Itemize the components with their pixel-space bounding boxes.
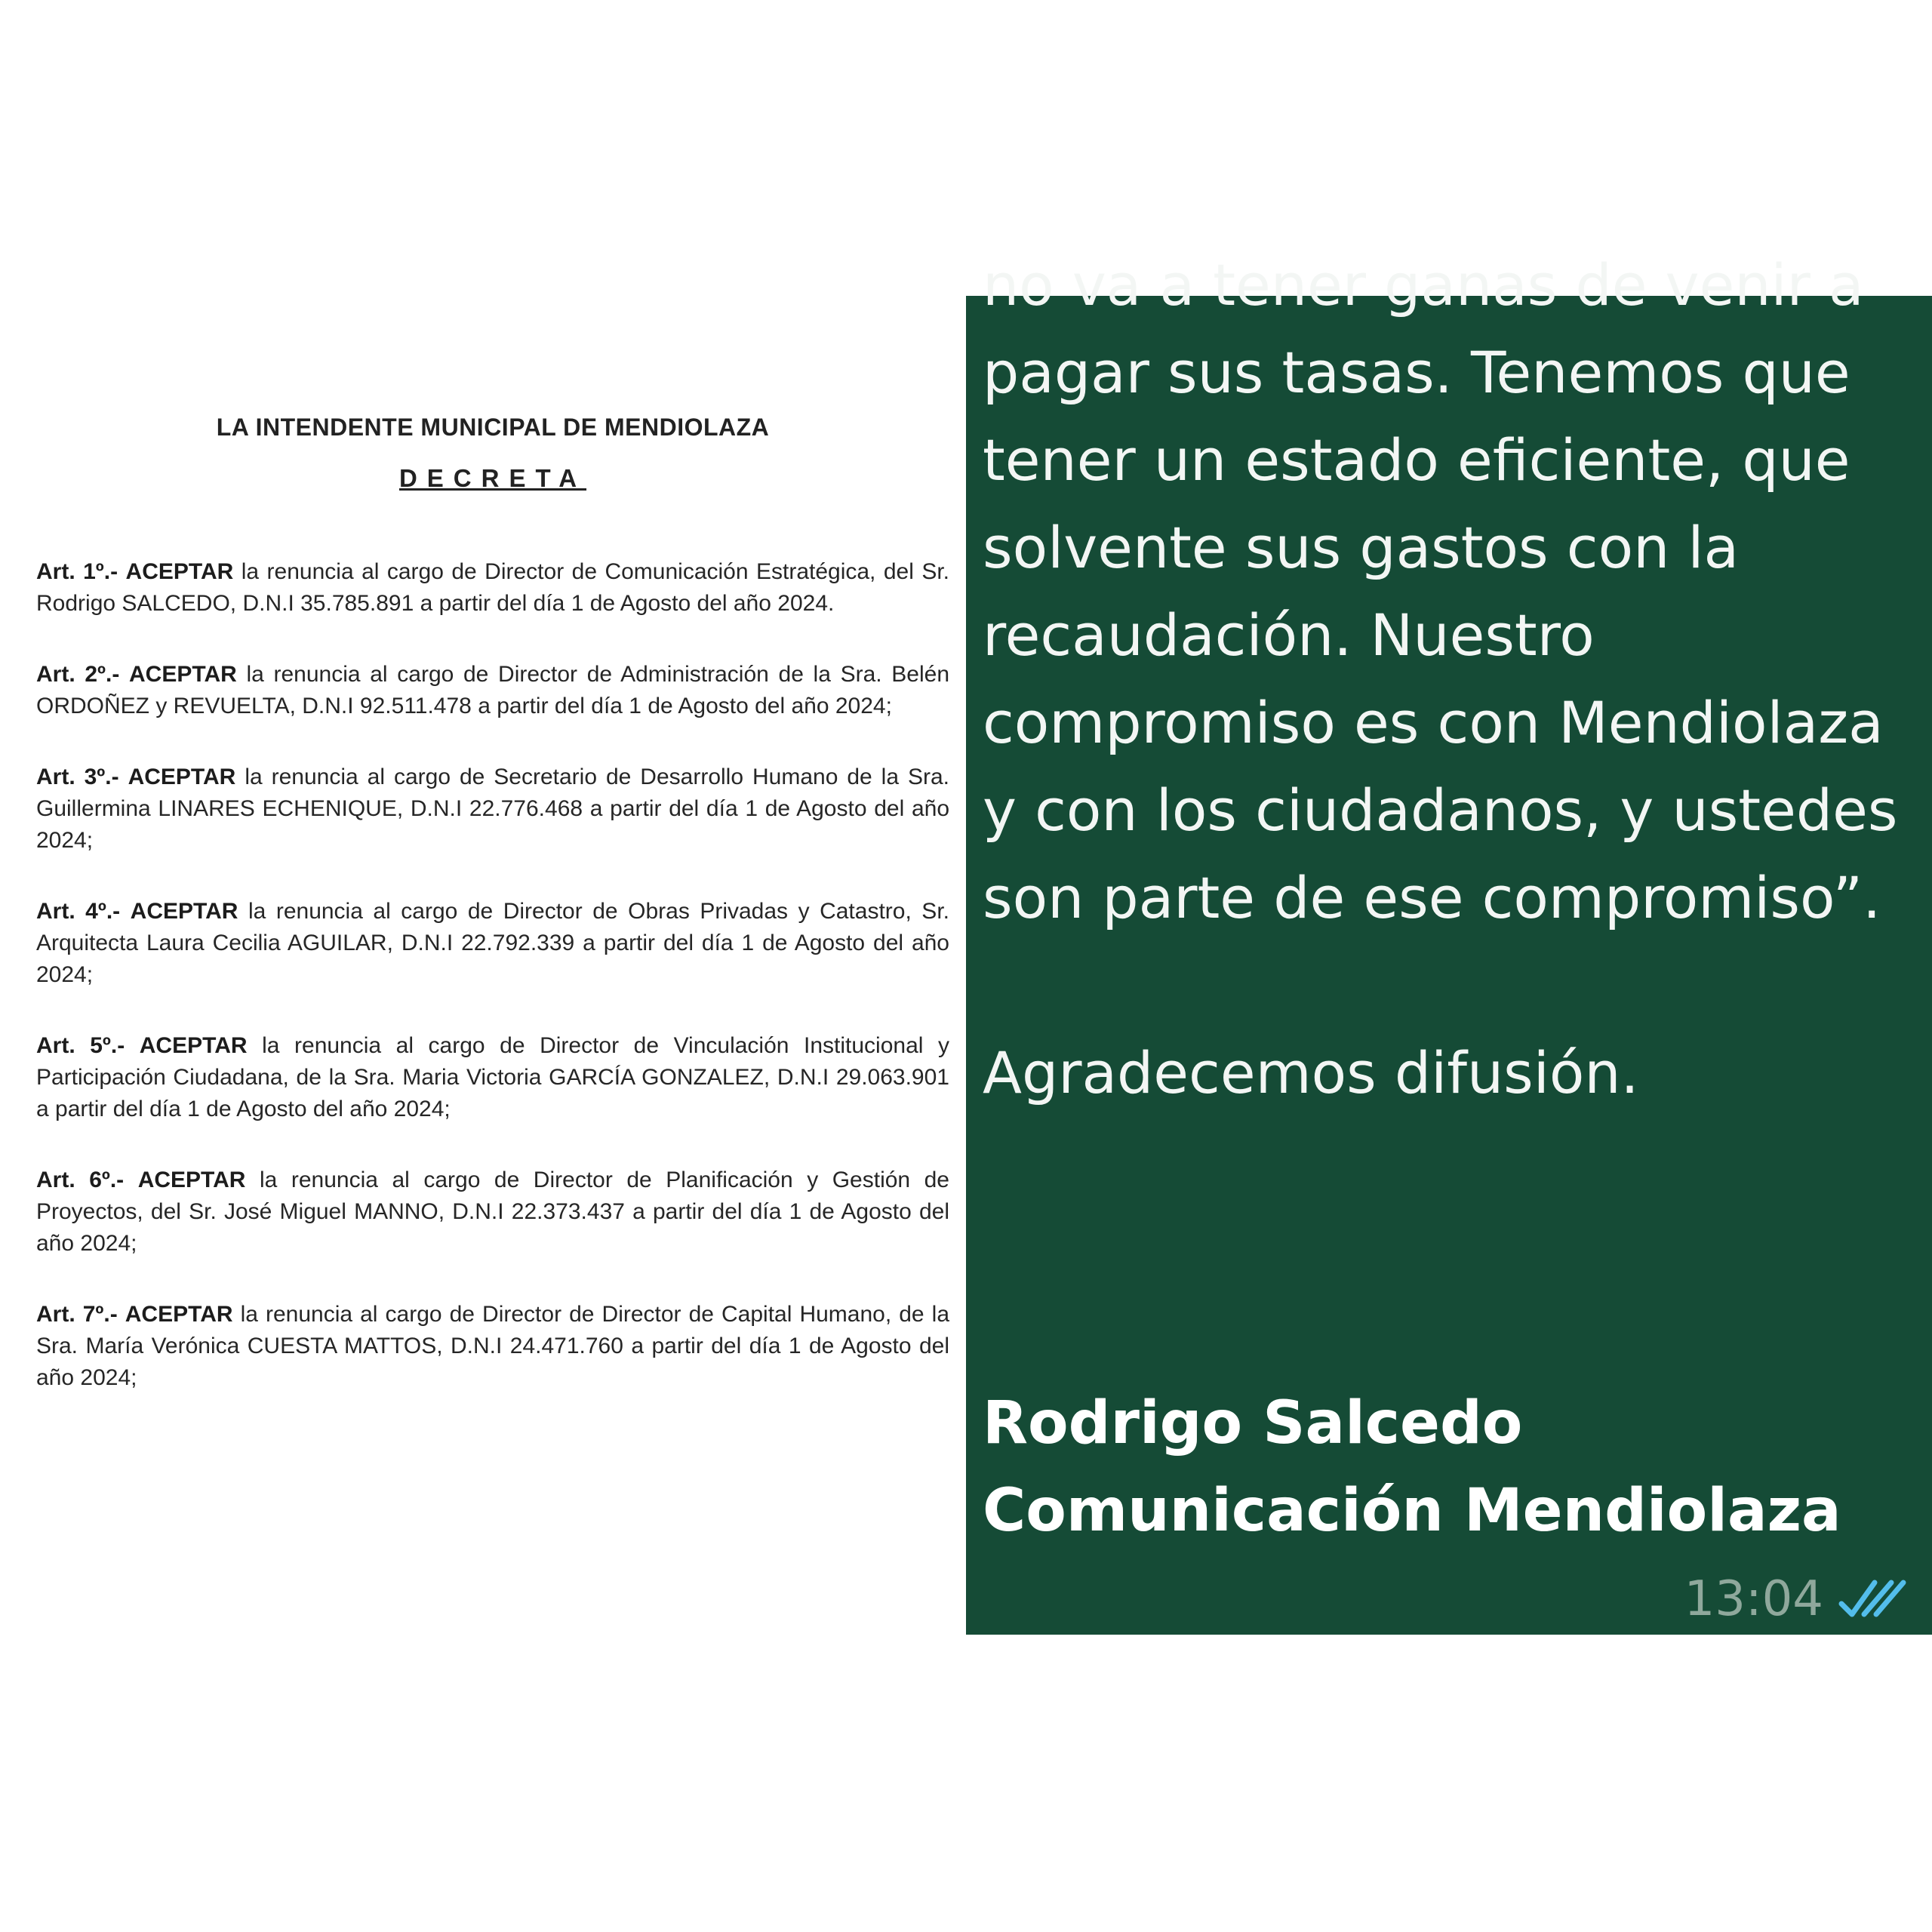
message-meta <box>1684 1573 1909 1626</box>
message-paragraph: pagar sus tasas. Tenemos que tener un estado eficiente, que solvente sus gastos con la recaudación. Nuestro compromiso es con Mendiolaza y con los ciudadanos, y ustedes son parte de ese compromiso”. <box>983 339 1898 931</box>
article-number: Art. 4º.- <box>36 899 121 924</box>
article-text: la renuncia al cargo de Director de Obras Privadas y Catastro, Sr. Arquitecta Laura Cecilia AGUILAR, D.N.I 22.792.339 a partir del día 1 de Agosto del año 2024; <box>36 899 949 987</box>
article-text: la renuncia al cargo de Director de Vinculación Institucional y Participación Ciudadana, de la Sra. Maria Victoria GARCÍA GONZALEZ, D.N.I 29.063.901 a partir del día 1 de Agosto del año 2024; <box>36 1033 949 1121</box>
decree-document <box>36 414 949 1433</box>
article-verb: ACEPTAR <box>129 662 237 687</box>
signature-name: Rodrigo Salcedo <box>983 1389 1523 1457</box>
message-signature <box>983 1380 1841 1555</box>
decree-article <box>36 659 949 722</box>
message-body <box>983 251 1918 1117</box>
article-text: la renuncia al cargo de Director de Planificación y Gestión de Proyectos, del Sr. José Miguel MANNO, D.N.I 22.373.437 a partir del día 1 de Agosto del año 2024; <box>36 1168 949 1256</box>
decree-article <box>36 1299 949 1394</box>
article-verb: ACEPTAR <box>139 1033 248 1058</box>
decree-article <box>36 896 949 991</box>
article-verb: ACEPTAR <box>128 764 236 789</box>
article-verb: ACEPTAR <box>130 899 238 924</box>
article-number: Art. 6º.- <box>36 1168 125 1192</box>
article-number: Art. 5º.- <box>36 1033 125 1058</box>
double-check-icon <box>1837 1575 1909 1623</box>
article-text: la renuncia al cargo de Director de Comunicación Estratégica, del Sr. Rodrigo SALCEDO, D.N.I 35.785.891 a partir del día 1 de Agosto del año 2024. <box>36 559 949 616</box>
signature-role: Comunicación Mendiolaza <box>983 1477 1841 1545</box>
article-text: la renuncia al cargo de Director de Administración de la Sra. Belén ORDOÑEZ y REVUELTA, D.N.I 92.511.478 a partir del día 1 de Agosto del año 2024; <box>36 662 950 718</box>
article-verb: ACEPTAR <box>137 1168 246 1192</box>
chat-message-bubble[interactable] <box>966 251 1932 1635</box>
message-thanks: Agradecemos difusión. <box>983 1039 1639 1106</box>
article-verb: ACEPTAR <box>125 1302 233 1327</box>
decree-article <box>36 761 949 857</box>
article-text: la renuncia al cargo de Director de Director de Capital Humano, de la Sra. María Verónica CUESTA MATTOS, D.N.I 24.471.760 a partir del día 1 de Agosto del año 2024; <box>36 1302 950 1390</box>
message-time: 13:04 <box>1684 1571 1823 1627</box>
article-text: la renuncia al cargo de Secretario de Desarrollo Humano de la Sra. Guillermina LINARES ECHENIQUE, D.N.I 22.776.468 a partir del día 1 de Agosto del año 2024; <box>36 764 949 853</box>
decree-article <box>36 1164 949 1260</box>
article-verb: ACEPTAR <box>125 559 234 584</box>
message-cut-line: no va a tener ganas de venir a <box>983 251 1864 318</box>
article-number: Art. 2º.- <box>36 662 120 687</box>
article-number: Art. 1º.- <box>36 559 118 584</box>
decree-article <box>36 1030 949 1125</box>
article-number: Art. 3º.- <box>36 764 119 789</box>
article-number: Art. 7º.- <box>36 1302 118 1327</box>
decree-title: DECRETA <box>398 464 587 492</box>
decree-article <box>36 556 949 620</box>
decree-header: LA INTENDENTE MUNICIPAL DE MENDIOLAZA <box>216 414 770 441</box>
